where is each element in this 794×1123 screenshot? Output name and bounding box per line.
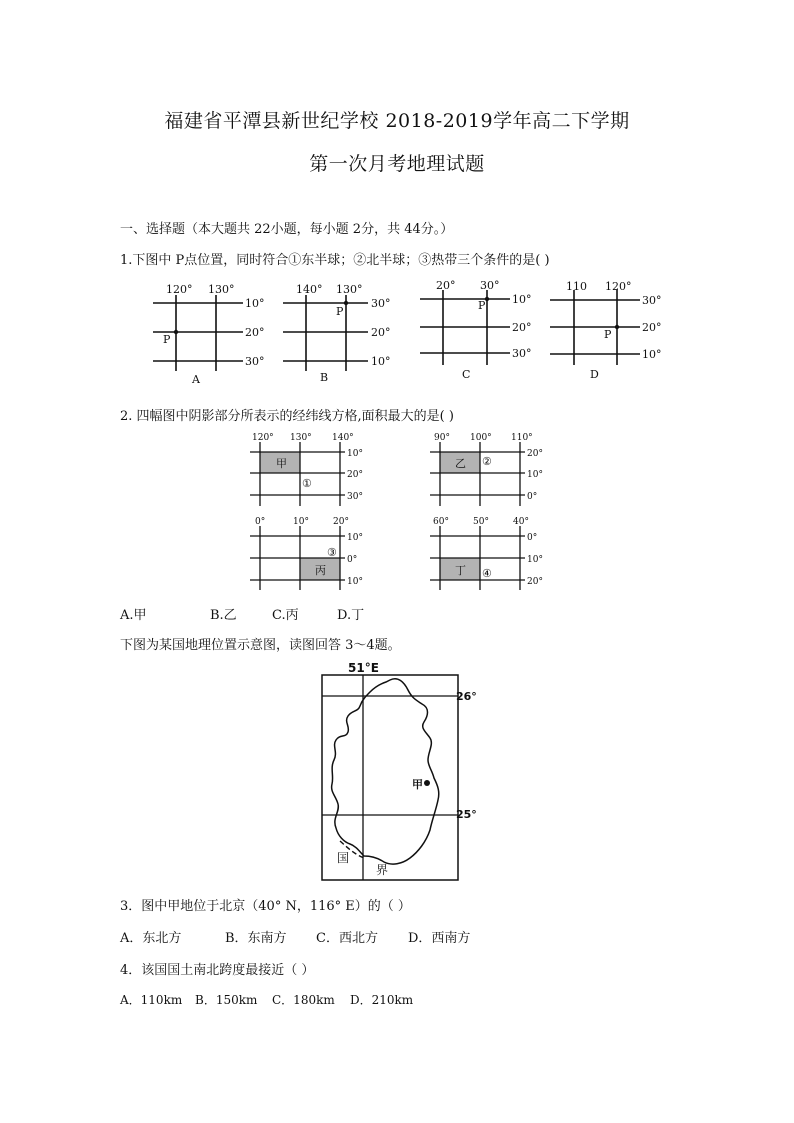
point-P-A	[174, 330, 178, 334]
grid-B	[283, 295, 368, 371]
lat-label: 0°	[527, 492, 538, 502]
lat-label: 10°	[347, 577, 363, 587]
lat-label: 10°	[527, 555, 543, 565]
section-heading: 一、选择题（本大题共 22小题，每小题 2分，共 44分。）	[120, 222, 454, 237]
q4-option-d: D．210km	[350, 993, 414, 1007]
lat-label: 10°	[527, 470, 543, 480]
grid-letter: D	[590, 368, 599, 381]
border-label-2: 界	[376, 863, 389, 877]
lat-label: 20°	[642, 321, 662, 334]
lat-label: 10°	[245, 297, 265, 310]
lat-label: 30°	[245, 355, 265, 368]
point-jia	[424, 780, 430, 786]
point-P-D	[615, 325, 619, 329]
lon-label: 90°	[434, 433, 450, 443]
lon-label: 120°	[605, 280, 632, 293]
cell-label-ding: 丁	[455, 564, 466, 577]
lon-label: 10°	[293, 517, 309, 527]
lat-label-26: 26°	[456, 690, 477, 703]
country-map	[300, 660, 500, 886]
option-d: D.丁	[337, 608, 365, 623]
lat-label-25: 25°	[456, 808, 477, 821]
marker-3: ③	[327, 546, 337, 559]
q4-option-a: A．110km	[120, 993, 183, 1007]
coastline	[332, 679, 439, 864]
q3-option-b: B．东南方	[225, 931, 287, 946]
question-3-stem: 3．图中甲地位于北京（40° N，116° E）的（ ）	[120, 899, 411, 914]
question-2-stem: 2. 四幅图中阴影部分所表示的经纬线方格,面积最大的是( )	[120, 409, 454, 424]
lon-label: 140°	[296, 283, 323, 296]
lon-label: 100°	[470, 433, 492, 443]
q3-option-a: A．东北方	[120, 931, 182, 946]
lat-label: 30°	[642, 294, 662, 307]
meridian-label: 51°E	[348, 661, 379, 675]
lat-label: 0°	[347, 555, 358, 565]
lon-label: 20°	[333, 517, 349, 527]
option-c: C.丙	[272, 608, 299, 623]
lon-label: 130°	[336, 283, 363, 296]
lon-label: 120°	[166, 283, 193, 296]
cell-label-yi: 乙	[455, 457, 466, 470]
lat-label: 20°	[512, 321, 532, 334]
cell-label-jia: 甲	[276, 457, 287, 470]
point-P-B	[344, 301, 348, 305]
grid-letter: B	[320, 371, 329, 384]
marker-1: ①	[302, 477, 312, 490]
lon-label: 120°	[252, 433, 274, 443]
lat-label: 30°	[347, 492, 363, 502]
border-label-1: 国	[337, 851, 350, 865]
q3-option-c: C．西北方	[316, 931, 378, 946]
lat-label: 10°	[347, 533, 363, 543]
lon-label: 30°	[480, 279, 500, 292]
question-4-stem: 4．该国国土南北跨度最接近（ ）	[120, 963, 315, 978]
point-label: P	[478, 299, 486, 312]
paper-title-line2: 第一次月考地理试题	[309, 153, 485, 175]
map-frame	[322, 675, 458, 880]
cell-label-bing: 丙	[315, 564, 326, 577]
lon-label: 140°	[332, 433, 354, 443]
grid-letter: C	[462, 368, 471, 381]
lon-label: 130°	[208, 283, 235, 296]
point-label: P	[604, 328, 612, 341]
grid-ding	[430, 526, 525, 590]
option-a: A.甲	[120, 608, 147, 623]
lat-label: 20°	[371, 326, 391, 339]
point-label: P	[336, 305, 344, 318]
grid-yi	[430, 442, 525, 506]
grid-letter: A	[192, 373, 200, 386]
lon-label: 0°	[255, 517, 266, 527]
grid-jia	[250, 442, 345, 506]
lat-label: 10°	[347, 449, 363, 459]
q4-option-b: B．150km	[195, 993, 258, 1007]
map-intro: 下图为某国地理位置示意图，读图回答 3～4题。	[120, 638, 401, 653]
lon-label: 110	[566, 280, 587, 293]
lon-label: 110°	[511, 433, 533, 443]
option-b: B.乙	[210, 608, 237, 623]
lat-label: 20°	[527, 449, 543, 459]
marker-4: ④	[482, 567, 492, 580]
point-P-C	[485, 297, 489, 301]
lat-label: 10°	[642, 348, 662, 361]
lat-label: 30°	[371, 297, 391, 310]
point-label-jia: 甲	[412, 778, 423, 791]
lon-label: 130°	[290, 433, 312, 443]
lon-label: 40°	[513, 517, 529, 527]
point-label: P	[163, 333, 171, 346]
question-1-stem: 1.下图中 P点位置，同时符合①东半球；②北半球；③热带三个条件的是( )	[120, 253, 550, 268]
lat-label: 20°	[527, 577, 543, 587]
lon-label: 60°	[433, 517, 449, 527]
lat-label: 0°	[527, 533, 538, 543]
marker-2: ②	[482, 455, 492, 468]
lat-label: 20°	[347, 470, 363, 480]
lat-label: 30°	[512, 347, 532, 360]
question-1-figures	[0, 275, 794, 395]
q3-option-d: D．西南方	[408, 931, 471, 946]
lon-label: 50°	[473, 517, 489, 527]
grid-D	[550, 290, 640, 365]
lat-label: 20°	[245, 326, 265, 339]
question-2-figures	[0, 428, 794, 598]
lon-label: 20°	[436, 279, 456, 292]
grid-C	[420, 290, 510, 365]
lat-label: 10°	[512, 293, 532, 306]
lat-label: 10°	[371, 355, 391, 368]
q4-option-c: C．180km	[272, 993, 335, 1007]
paper-title-line1: 福建省平潭县新世纪学校 2018-2019学年高二下学期	[164, 110, 630, 132]
